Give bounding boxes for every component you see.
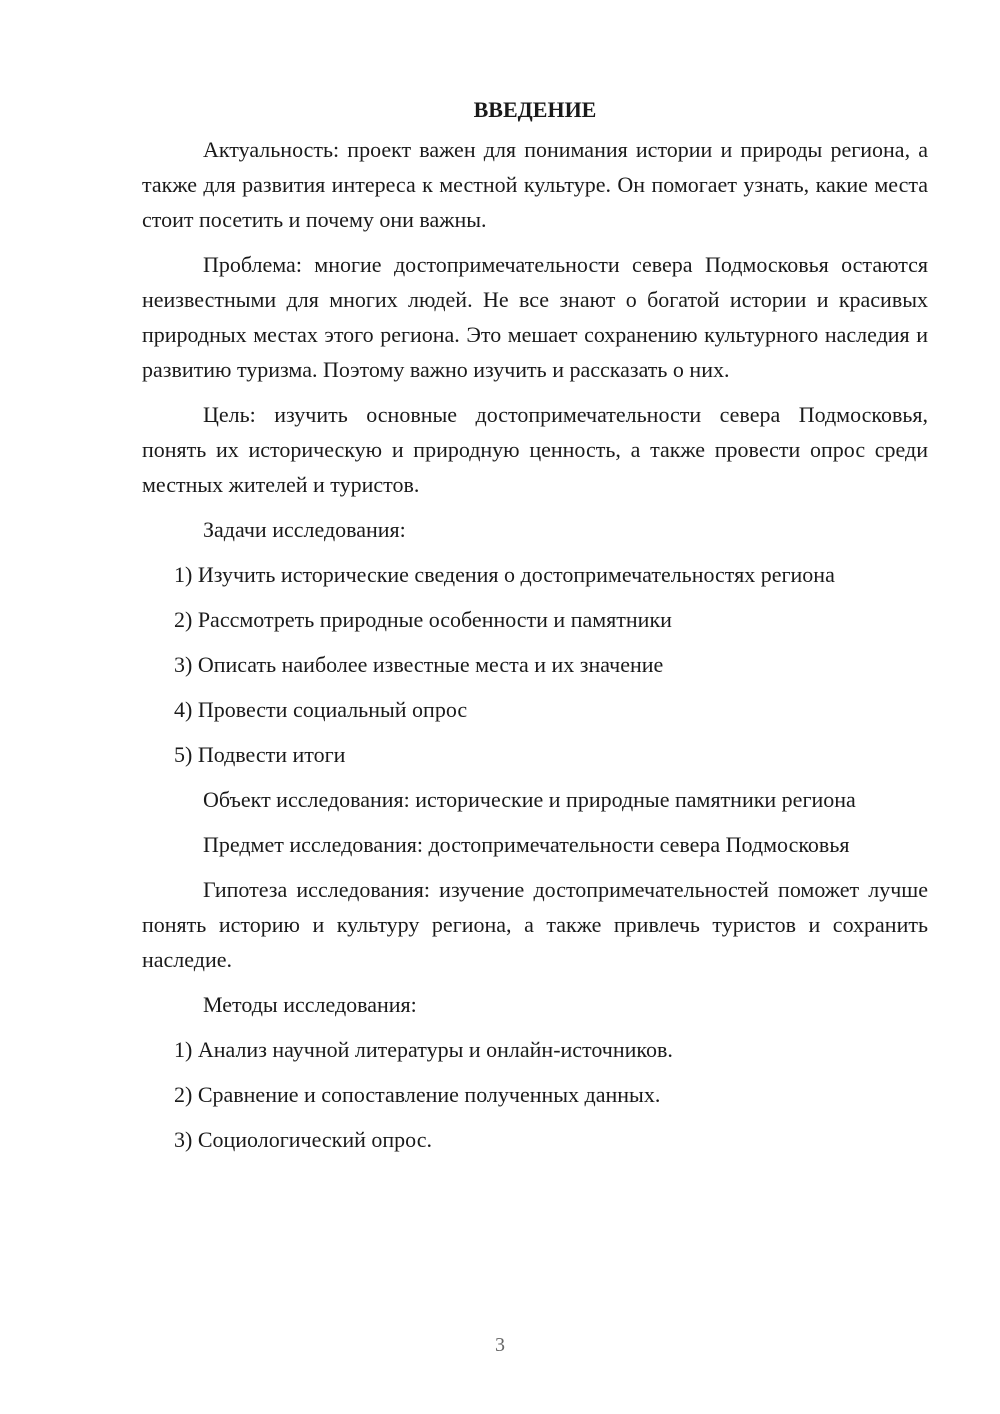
list-item: 1) Изучить исторические сведения о достопримечательностях региона — [174, 562, 835, 587]
tasks-heading: Задачи исследования: — [203, 517, 406, 542]
problem-paragraph: Проблема: многие достопримечательности севера Подмосковья остаются неизвестными для многих людей. Не все знают о богатой истории и красивых природных местах этого региона. Это мешает сохранению культурного наследия и развитию туризма. Поэтому важно изучить и рассказать о них. — [142, 252, 928, 382]
methods-heading: Методы исследования: — [203, 992, 417, 1017]
tasks-list — [142, 557, 928, 772]
list-item: 3) Социологический опрос. — [174, 1127, 432, 1152]
relevance-paragraph: Актуальность: проект важен для понимания истории и природы региона, а также для развития интереса к местной культуре. Он помогает узнать, какие места стоит посетить и почему они важны. — [142, 137, 928, 232]
page-number: 3 — [495, 1334, 505, 1356]
subject-paragraph: Предмет исследования: достопримечательности севера Подмосковья — [203, 832, 850, 857]
methods-list — [142, 1032, 928, 1157]
list-item: 5) Подвести итоги — [174, 742, 346, 767]
list-item: 2) Рассмотреть природные особенности и памятники — [174, 607, 672, 632]
goal-paragraph: Цель: изучить основные достопримечательности севера Подмосковья, понять их историческую и природную ценность, а также провести опрос среди местных жителей и туристов. — [142, 402, 928, 497]
list-item: 3) Описать наиболее известные места и их значение — [174, 652, 664, 677]
object-paragraph: Объект исследования: исторические и природные памятники региона — [203, 787, 856, 812]
list-item: 2) Сравнение и сопоставление полученных данных. — [174, 1082, 661, 1107]
section-title: ВВЕДЕНИЕ — [473, 97, 597, 122]
hypothesis-paragraph: Гипотеза исследования: изучение достопримечательностей поможет лучше понять историю и культуру региона, а также привлечь туристов и сохранить наследие. — [142, 877, 928, 972]
list-item: 4) Провести социальный опрос — [174, 697, 468, 722]
document-body — [142, 92, 928, 1167]
list-item: 1) Анализ научной литературы и онлайн-источников. — [174, 1037, 673, 1062]
